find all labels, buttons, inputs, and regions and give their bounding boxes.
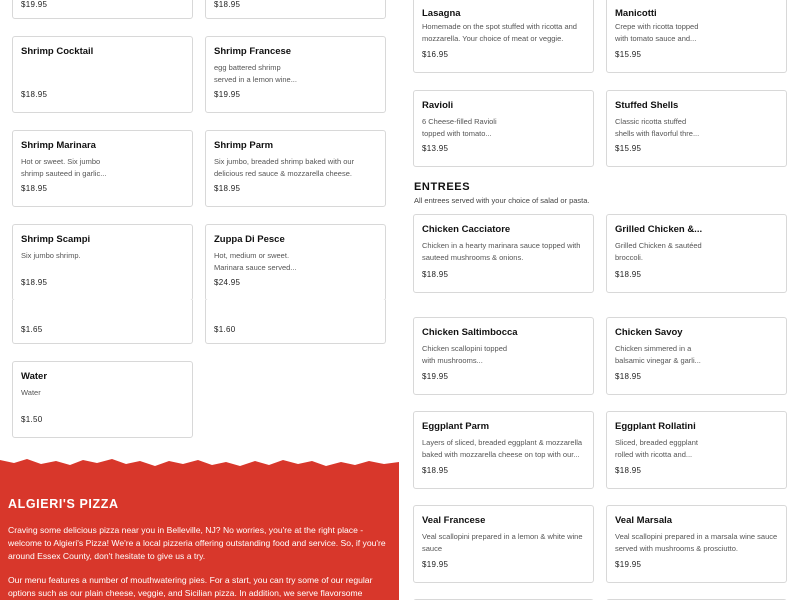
- menu-item-name: Stuffed Shells: [615, 100, 679, 111]
- menu-item-name: Shrimp Parm: [214, 140, 274, 151]
- entree-description: Layers of sliced, breaded eggplant & mozzarella baked with mozzarella cheese on top with our...: [422, 438, 583, 459]
- menu-item-card[interactable]: [413, 90, 594, 167]
- menu-item-name: Water: [21, 371, 48, 382]
- menu-item-card[interactable]: [205, 36, 386, 113]
- menu-item-description: Classic ricotta stuffed shells with flavorful thre...: [615, 117, 700, 138]
- menu-item-price: $16.95: [422, 50, 449, 59]
- entree-name: Veal Marsala: [615, 515, 673, 526]
- menu-item-price: $18.95: [21, 184, 48, 193]
- entree-description: Chicken simmered in a balsamic vinegar & garli...: [615, 344, 701, 365]
- menu-item-price: $18.95: [21, 278, 48, 287]
- menu-item-price: $1.65: [21, 325, 43, 334]
- menu-item-name: Manicotti: [615, 8, 657, 19]
- menu-item-price: $15.95: [615, 50, 642, 59]
- menu-item-description: Water: [21, 388, 41, 397]
- entree-card[interactable]: [606, 411, 787, 489]
- menu-item-description: 6 Cheese-filled Ravioli topped with tomato...: [422, 117, 497, 138]
- menu-item-card[interactable]: [205, 300, 386, 344]
- menu-item-card[interactable]: [12, 130, 193, 207]
- entree-name: Chicken Savoy: [615, 327, 683, 338]
- menu-item-card[interactable]: [12, 300, 193, 344]
- entree-name: Chicken Saltimbocca: [422, 327, 518, 338]
- entree-card[interactable]: [606, 317, 787, 395]
- about-title: ALGIERI'S PIZZA: [8, 497, 119, 511]
- menu-item-description: Hot, medium or sweet. Marinara sauce served...: [214, 251, 297, 272]
- menu-item-card[interactable]: [606, 0, 787, 73]
- menu-item-name: Shrimp Scampi: [21, 234, 91, 245]
- menu-item-price: $15.95: [615, 144, 642, 153]
- entree-price: $18.95: [615, 466, 642, 475]
- entree-card[interactable]: [413, 214, 594, 293]
- menu-item-card[interactable]: [205, 0, 386, 19]
- entree-card[interactable]: [413, 411, 594, 489]
- section-title-entrees: ENTREES: [414, 181, 471, 193]
- entree-description: Veal scallopini prepared in a marsala wine sauce served with mushrooms & prosciutto.: [615, 532, 778, 553]
- menu-item-name: Shrimp Cocktail: [21, 46, 94, 57]
- menu-item-description: Six jumbo shrimp.: [21, 251, 81, 260]
- entree-price: $18.95: [422, 466, 449, 475]
- menu-item-card[interactable]: [12, 361, 193, 438]
- menu-item-description: egg battered shrimp served in a lemon wine...: [214, 63, 297, 84]
- menu-item-card[interactable]: [12, 0, 193, 19]
- menu-item-name: Shrimp Marinara: [21, 140, 96, 151]
- menu-item-price: $18.95: [21, 90, 48, 99]
- entree-price: $18.95: [615, 372, 642, 381]
- entree-description: Sliced, breaded eggplant rolled with ricotta and...: [615, 438, 698, 459]
- entree-card[interactable]: [606, 505, 787, 583]
- menu-item-price: $1.60: [214, 325, 236, 334]
- entree-price: $18.95: [615, 270, 642, 279]
- menu-item-price: $18.95: [214, 0, 241, 9]
- about-paragraph: Our menu features a number of mouthwatering pies. For a start, you can try some of our regular options such as our plain cheese, veggie, and Sicilian pizza. In addition, we serve flavorsome: [8, 575, 373, 598]
- menu-item-price: $13.95: [422, 144, 449, 153]
- menu-item-name: Shrimp Francese: [214, 46, 292, 57]
- entree-price: $18.95: [422, 270, 449, 279]
- menu-item-card[interactable]: [413, 0, 594, 73]
- entree-price: $19.95: [422, 372, 449, 381]
- entree-price: $19.95: [615, 560, 642, 569]
- menu-item-description: Six jumbo, breaded shrimp baked with our delicious red sauce & mozzarella cheese.: [214, 157, 355, 178]
- menu-item-card[interactable]: [12, 36, 193, 113]
- menu-item-card[interactable]: [205, 224, 386, 301]
- entree-name: Eggplant Rollatini: [615, 421, 696, 432]
- entree-card[interactable]: [413, 505, 594, 583]
- section-subtitle-entrees: All entrees served with your choice of salad or pasta.: [414, 196, 590, 205]
- about-paragraph: Craving some delicious pizza near you in Belleville, NJ? No worries, you're at the right place - welcome to Algieri's Pizza! We're a local pizzeria offering outstanding food and service. So, if you're around Essex County, don't hesitate to give us a try.: [8, 525, 386, 561]
- entree-price: $19.95: [422, 560, 449, 569]
- menu-item-price: $19.95: [21, 0, 48, 9]
- menu-item-card[interactable]: [606, 90, 787, 167]
- menu-item-card[interactable]: [12, 224, 193, 301]
- menu-item-name: Zuppa Di Pesce: [214, 234, 285, 245]
- entree-description: Grilled Chicken & sautéed broccoli.: [615, 241, 702, 262]
- entree-description: Chicken scallopini topped with mushrooms...: [422, 344, 508, 365]
- entree-card[interactable]: [606, 214, 787, 293]
- entree-name: Eggplant Parm: [422, 421, 490, 432]
- entree-card[interactable]: [413, 317, 594, 395]
- menu-item-name: Lasagna: [422, 8, 461, 19]
- entree-name: Veal Francese: [422, 515, 486, 526]
- entree-name: Chicken Cacciatore: [422, 224, 511, 235]
- entree-name: Grilled Chicken &...: [615, 224, 703, 235]
- menu-item-price: $19.95: [214, 90, 241, 99]
- menu-item-price: $1.50: [21, 415, 43, 424]
- entree-description: Chicken in a hearty marinara sauce topped with sauteed mushrooms & onions.: [422, 241, 581, 262]
- menu-item-price: $24.95: [214, 278, 241, 287]
- menu-item-card[interactable]: [205, 130, 386, 207]
- menu-item-description: Hot or sweet. Six jumbo shrimp sauteed in garlic...: [21, 157, 107, 178]
- menu-item-name: Ravioli: [422, 100, 454, 111]
- entree-description: Veal scallopini prepared in a lemon & white wine sauce: [422, 532, 583, 553]
- menu-item-description: Crepe with ricotta topped with tomato sauce and...: [615, 22, 699, 43]
- menu-item-description: Homemade on the spot stuffed with ricotta and mozzarella. Your choice of meat or veggie.: [422, 22, 577, 43]
- menu-item-price: $18.95: [214, 184, 241, 193]
